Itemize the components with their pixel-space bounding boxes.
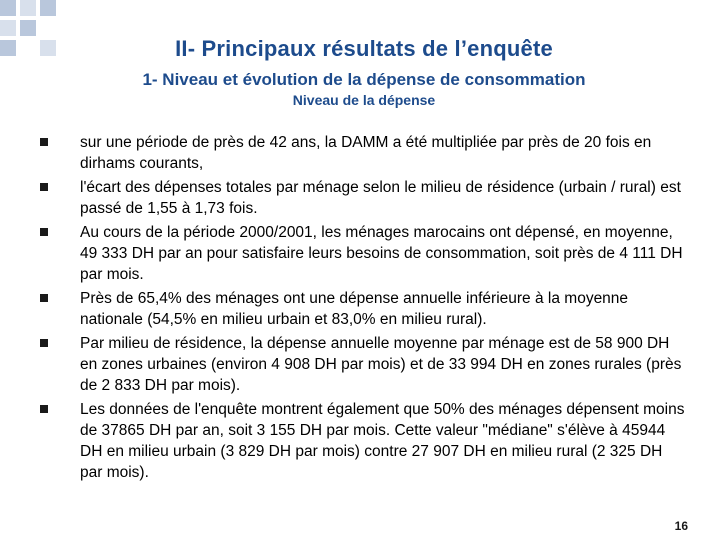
slide-title: II- Principaux résultats de l’enquête (175, 36, 553, 61)
bullet-item (38, 333, 688, 396)
bullet-text: Au cours de la période 2000/2001, les ménages marocains ont dépensé, en moyenne, 49 333 DH par an pour satisfaire leurs besoins de consommation, soit près de 4 111 DH par mois. (80, 224, 683, 283)
bullet-text: sur une période de près de 42 ans, la DAMM a été multipliée par près de 20 fois en dirhams courants, (80, 134, 652, 172)
bullet-list (38, 132, 688, 486)
bullet-item (38, 399, 688, 483)
bullet-text: Près de 65,4% des ménages ont une dépense annuelle inférieure à la moyenne nationale (54,5% en milieu urbain et 83,0% en milieu rural). (80, 290, 629, 328)
square-bullet-icon (40, 138, 48, 146)
bullet-text: Par milieu de résidence, la dépense annuelle moyenne par ménage est de 58 900 DH en zones urbaines (environ 4 908 DH par mois) et de 33 994 DH en zones rurales (près de 2 833 DH par mois). (80, 335, 682, 394)
section-title: Niveau de la dépense (292, 92, 436, 108)
bullet-text: l'écart des dépenses totales par ménage selon le milieu de résidence (urbain / rural) est passé de 1,55 à 1,73 fois. (80, 179, 681, 217)
slide-subtitle: 1- Niveau et évolution de la dépense de consommation (142, 70, 586, 89)
square-bullet-icon (40, 405, 48, 413)
page-number: 16 (674, 519, 688, 533)
square-bullet-icon (40, 228, 48, 236)
bullet-item (38, 222, 688, 285)
bullet-item (38, 177, 688, 219)
square-bullet-icon (40, 339, 48, 347)
bullet-item (38, 288, 688, 330)
square-bullet-icon (40, 183, 48, 191)
bullet-text: Les données de l'enquête montrent également que 50% des ménages dépensent moins de 37865 DH par an, soit 3 155 DH par mois. Cette valeur "médiane" s'élève à 45944 DH en milieu urbain (3 829 DH par mois) contre 27 907 DH en milieu rural (2 325 DH par mois). (80, 401, 685, 481)
bullet-item (38, 132, 688, 174)
square-bullet-icon (40, 294, 48, 302)
